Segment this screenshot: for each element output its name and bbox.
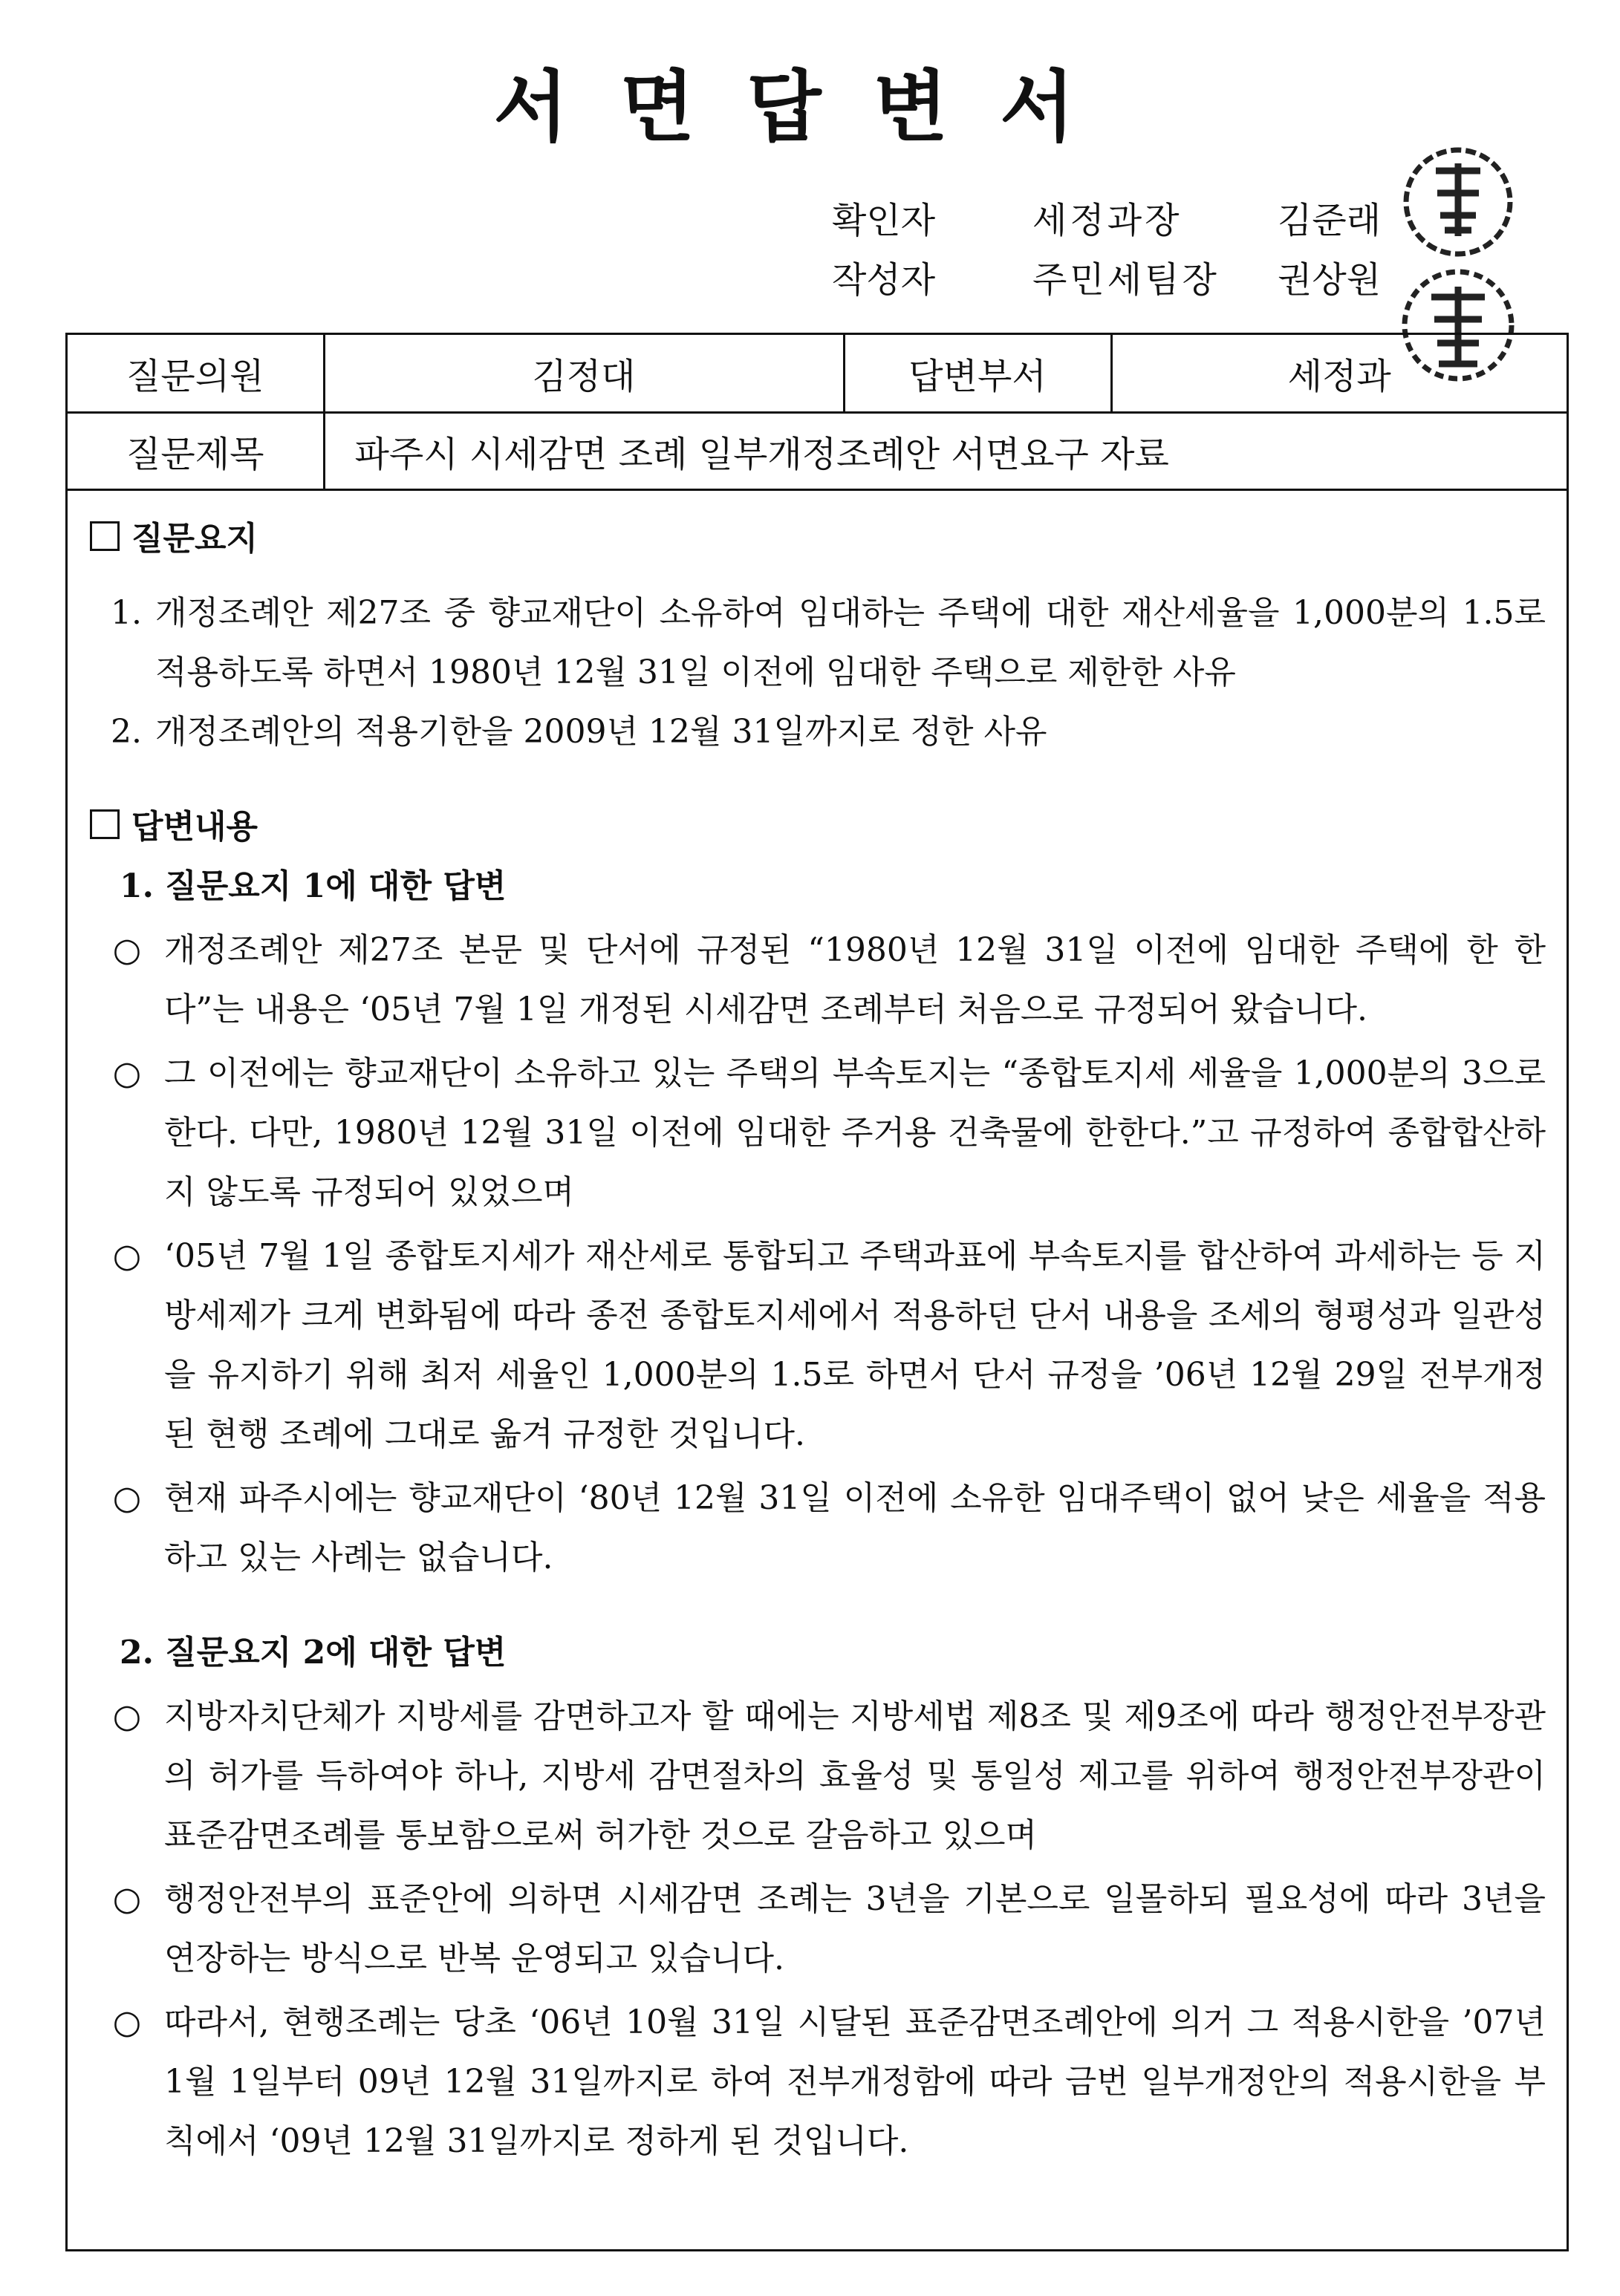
signer-dept: 주민세팀장 (1032, 259, 1220, 301)
section-heading (90, 798, 1546, 857)
bullet-text: ‘05년 7월 1일 종합토지세가 재산세로 통합되고 주택과표에 부속토지를 합산하여 과세하는 등 지방세제가 크게 변화됨에 따라 종전 종합토지세에서 적용하던 단서 내용을 조세의 형평성과 일관성을 유지하기 위해 최저 세율인 1,000분의 1.5로 하면서 단서 규정을 ’06년 12월 29일 전부개정된 현행 조례에 그대로 옮겨 규정한 것입니다. (164, 1237, 1546, 1453)
checkbox-square-icon (90, 809, 120, 839)
answer-section (90, 798, 1546, 2171)
list-item (90, 1993, 1546, 2171)
answer-subheading: 1. 질문요지 1에 대한 답변 (120, 867, 507, 905)
questioner-label: 질문의원 (68, 335, 324, 412)
list-item (90, 1687, 1546, 1865)
signer-confirmer (832, 195, 1381, 247)
item-text: 개정조례안의 적용기한을 2009년 12월 31일까지로 정한 사유 (155, 713, 1047, 751)
list-item (90, 702, 1546, 762)
circle-bullet-icon: ○ (112, 2003, 142, 2041)
bullet-text: 그 이전에는 향교재단이 소유하고 있는 주택의 부속토지는 “종합토지세 세율을 1,000분의 3으로 한다. 다만, 1980년 12월 31일 이전에 임대한 주거용 건축물에 한한다.”고 규정하여 종합합산하지 않도록 규정되어 있었으며 (164, 1054, 1546, 1211)
circle-bullet-icon: ○ (112, 1237, 142, 1275)
checkbox-square-icon (90, 521, 120, 551)
list-item (90, 1469, 1546, 1588)
dept-value: 세정과 (1111, 335, 1567, 412)
section-heading-text: 답변내용 (131, 808, 258, 846)
bullet-text: 개정조례안 제27조 본문 및 단서에 규정된 “1980년 12월 31일 이전에 임대한 주택에 한 한다”는 내용은 ‘05년 7월 1일 개정된 시세감면 조례부터 처음으로 규정되어 왔습니다. (164, 931, 1546, 1028)
item-number: 1. (111, 594, 142, 632)
list-item (90, 1870, 1546, 1989)
signer-role: 확인자 (832, 200, 936, 241)
circle-bullet-icon: ○ (112, 931, 142, 969)
header-table (68, 335, 1567, 491)
bullet-text: 지방자치단체가 지방세를 감면하고자 할 때에는 지방세법 제8조 및 제9조에 따라 행정안전부장관의 허가를 득하여야 하나, 지방세 감면절차의 효율성 및 통일성 제고를 위하여 행정안전부장관이 표준감면조례를 통보함으로써 허가한 것으로 갈음하고 있으며 (164, 1697, 1546, 1854)
bullet-text: 현재 파주시에는 향교재단이 ‘80년 12월 31일 이전에 소유한 임대주택이 없어 낮은 세율을 적용하고 있는 사례는 없습니다. (164, 1479, 1546, 1576)
bullet-text: 따라서, 현행조례는 당초 ‘06년 10월 31일 시달된 표준감면조례안에 의거 그 적용시한을 ’07년 1월 1일부터 09년 12월 31일까지로 하여 전부개정함에 따라 금번 일부개정안의 적용시한을 부칙에서 ‘09년 12월 31일까지로 정하게 된 것입니다. (164, 2003, 1546, 2160)
signer-name: 권상원 (1278, 259, 1382, 301)
list-item (90, 1044, 1546, 1222)
document-body (90, 509, 1546, 2171)
signer-dept: 세정과장 (1032, 200, 1183, 241)
dept-label: 답변부서 (844, 335, 1111, 412)
circle-bullet-icon: ○ (112, 1479, 142, 1517)
subject-value: 파주시 시세감면 조례 일부개정조례안 서면요구 자료 (324, 412, 1567, 489)
list-item (90, 921, 1546, 1040)
bullet-text: 행정안전부의 표준안에 의하면 시세감면 조례는 3년을 기본으로 일몰하되 필요성에 따라 3년을 연장하는 방식으로 반복 운영되고 있습니다. (164, 1880, 1546, 1977)
signer-writer (832, 254, 1381, 306)
answer-subheading: 2. 질문요지 2에 대한 답변 (120, 1634, 507, 1672)
circle-bullet-icon: ○ (112, 1880, 142, 1918)
subject-label: 질문제목 (68, 412, 324, 489)
circle-bullet-icon: ○ (112, 1697, 142, 1735)
document-title: 서면답변서 (493, 61, 1127, 152)
section-heading-text: 질문요지 (131, 520, 258, 558)
circle-bullet-icon: ○ (112, 1054, 142, 1092)
item-number: 2. (111, 713, 142, 751)
section-heading (90, 509, 1546, 569)
list-item (90, 584, 1546, 702)
signer-name: 김준래 (1278, 200, 1382, 241)
questioner-value: 김정대 (324, 335, 844, 412)
list-item (90, 1227, 1546, 1464)
answer-frame (65, 333, 1569, 2251)
item-text: 개정조례안 제27조 중 향교재단이 소유하여 임대하는 주택에 대한 재산세율을 1,000분의 1.5로 적용하도록 하면서 1980년 12월 31일 이전에 임대한 주택으로 제한한 사유 (155, 594, 1546, 691)
signer-role: 작성자 (832, 259, 936, 301)
question-summary-section (90, 509, 1546, 762)
